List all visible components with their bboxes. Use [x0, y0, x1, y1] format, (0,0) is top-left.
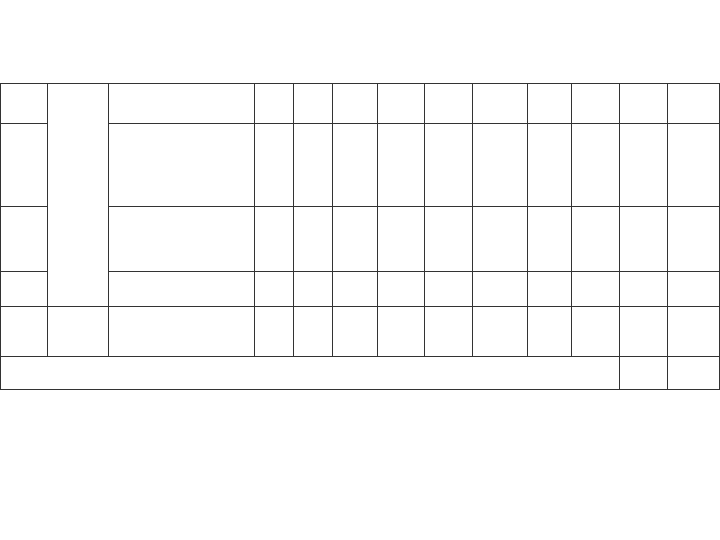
col-separator	[667, 83, 668, 356]
col-separator	[472, 83, 473, 356]
col-separator	[377, 83, 378, 356]
col-separator	[254, 83, 255, 356]
col-separator	[424, 83, 425, 356]
col-separator	[332, 83, 333, 356]
col-separator	[619, 83, 620, 356]
col-separator	[47, 83, 48, 356]
source-separator	[47, 356, 108, 357]
col-separator	[667, 356, 668, 389]
col-separator	[619, 356, 620, 389]
row-separator	[0, 356, 47, 357]
source-separator	[47, 306, 108, 307]
row-separator	[108, 356, 720, 357]
row-separator	[0, 271, 47, 272]
row-separator	[108, 271, 720, 272]
row-separator	[0, 306, 47, 307]
col-separator	[108, 83, 109, 356]
col-separator	[527, 83, 528, 356]
row-separator	[0, 123, 47, 124]
table-border-bottom	[0, 389, 720, 390]
row-separator	[108, 306, 720, 307]
table-border-left	[0, 83, 1, 389]
col-separator	[293, 83, 294, 356]
col-separator	[571, 83, 572, 356]
row-separator	[108, 123, 720, 124]
row-separator	[108, 206, 720, 207]
row-separator	[0, 206, 47, 207]
